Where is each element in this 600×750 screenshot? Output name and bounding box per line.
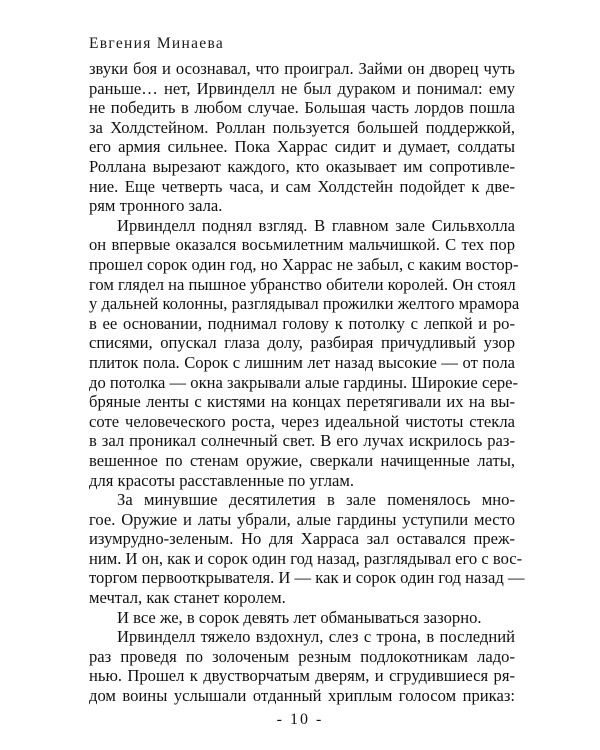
text-line: ние. Еще четверть часа, и сам Холдстейн подойдет к две- bbox=[89, 176, 515, 196]
text-line: раньше… нет, Ирвинделл не был дураком и понимал: ему bbox=[89, 78, 515, 98]
text-line: торгом первооткрывателя. И — как и сорок один год назад — bbox=[89, 568, 525, 588]
text-line: за Холдстейном. Роллан пользуется большей поддержкой, bbox=[89, 117, 515, 137]
running-head-author: Евгения Минаева bbox=[89, 35, 225, 52]
text-line: в ее основании, поднимал голову к потолку с лепкой и ро- bbox=[89, 313, 515, 333]
text-line: бряные ленты с кистями на концах перетягивали их на вы- bbox=[89, 392, 515, 412]
paragraph-first-line: Ирвинделл тяжело вздохнул, слез с трона, в последний bbox=[117, 627, 515, 647]
text-line: гом глядел на пышное убранство обители королей. Он стоял bbox=[89, 274, 516, 294]
text-line: до потолка — окна закрывали алые гардины. Широкие сере- bbox=[89, 372, 519, 392]
text-line: в зал проникал солнечный свет. В его лучах искрилось раз- bbox=[89, 431, 515, 451]
text-line: он впервые оказался восьмилетним мальчишкой. С тех пор bbox=[89, 235, 515, 255]
paragraph-first-line: И все же, в сорок девять лет обманываться зазорно. bbox=[117, 607, 482, 627]
paragraph-first-line: За минувшие десятилетия в зале поменялось мно- bbox=[117, 490, 515, 510]
text-line: Роллана вырезают каждого, кто оказывает им сопротивле- bbox=[89, 157, 515, 176]
text-line: рям тронного зала. bbox=[89, 196, 223, 216]
text-line: дом воины услышали отданный хриплым голосом приказ: bbox=[89, 686, 515, 705]
text-line: соте человеческого роста, через идеальной чистоты стекла bbox=[89, 411, 515, 431]
text-line: для красоты расставленные по углам. bbox=[89, 470, 354, 490]
text-line: звуки боя и осознавал, что проиграл. Займи он дворец чуть bbox=[89, 59, 515, 78]
text-line: плиток пола. Сорок с лишним лет назад высокие — от пола bbox=[89, 352, 515, 372]
text-line: нью. Прошел к двустворчатым дверям, и сгрудившиеся ря- bbox=[89, 666, 515, 686]
text-line: списями, опускал глаза долу, разбирая причудливый узор bbox=[89, 333, 515, 353]
text-line: его армия сильнее. Пока Харрас сидит и думает, солдаты bbox=[89, 137, 515, 157]
page-number: - 10 - bbox=[276, 711, 324, 728]
text-line: раз проведя по золоченым резным подлокотникам ладо- bbox=[89, 646, 515, 666]
text-line: у дальней колонны, разглядывал прожилки желтого мрамора bbox=[89, 294, 520, 314]
text-line: прошел сорок один год, но Харрас не забыл, с каким востор- bbox=[89, 254, 519, 274]
text-line: не победить в любом случае. Большая часть лордов пошла bbox=[89, 98, 515, 118]
text-line: мечтал, как станет королем. bbox=[89, 588, 286, 607]
text-line: изумрудно-зеленым. Но для Харраса зал оставался преж- bbox=[89, 529, 515, 549]
text-line: ним. И он, как и сорок один год назад, разглядывал его с вос- bbox=[89, 548, 523, 568]
text-line: вешенное по стенам оружие, сверкали начищенные латы, bbox=[89, 450, 515, 470]
text-line: гое. Оружие и латы убрали, алые гардины уступили место bbox=[89, 509, 515, 529]
paragraph-first-line: Ирвинделл поднял взгляд. В главном зале Сильвхолла bbox=[117, 215, 515, 235]
